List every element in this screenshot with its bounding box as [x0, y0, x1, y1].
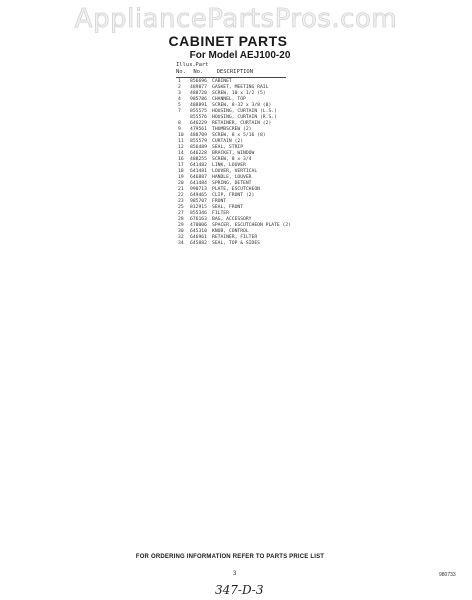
part-description: FRONT [212, 199, 227, 204]
part-description: SCREW, 8 x 3/4 [212, 157, 252, 162]
part-no-header: No. [193, 69, 204, 75]
part-description: BAG, ACCESSORY [212, 217, 252, 222]
illus-number: 19 [178, 175, 184, 180]
part-number: 676163 [190, 217, 207, 222]
illus-number: 9 [178, 127, 181, 132]
header-rule [176, 77, 286, 78]
part-description: HOUSING, CURTAIN (R.S.) [212, 115, 277, 120]
part-description: SCREW, 8 x 5/16 (8) [212, 133, 266, 138]
part-description: LOUVER, VERTICAL [212, 169, 258, 174]
part-number: 990713 [190, 187, 207, 192]
illus-number: 12 [178, 145, 184, 150]
part-number: 641484 [190, 181, 207, 186]
part-number: 646887 [190, 175, 207, 180]
part-number: 488255 [190, 157, 207, 162]
illus-number: 8 [178, 121, 181, 126]
part-number: 489877 [190, 85, 207, 90]
part-number: 646228 [190, 151, 207, 156]
part-number: 641481 [190, 169, 207, 174]
part-description: SPACER, ESCUTCHEON PLATE (2) [212, 223, 292, 228]
part-number: 855575 [190, 109, 207, 114]
illus-number: 28 [178, 217, 184, 222]
part-description: CLIP, FRONT (2) [212, 193, 255, 198]
part-description: HANDLE, LOUVER [212, 175, 252, 180]
part-number: 470006 [190, 223, 207, 228]
description-header: DESCRIPTION [216, 69, 254, 75]
part-number: 488709 [190, 133, 207, 138]
part-description: HOUSING, CURTAIN (L.S.) [212, 109, 277, 114]
illus-number: 4 [178, 97, 181, 102]
illus-number: 2 [178, 85, 181, 90]
part-description: KNOB, CONTROL [212, 229, 249, 234]
illus-number: 17 [178, 163, 184, 168]
watermark: AppliancePartsPros.com [74, 4, 398, 34]
part-description: SPRING, DETENT [212, 181, 252, 186]
part-number: 856489 [190, 145, 207, 150]
illus-number: 5 [178, 103, 181, 108]
part-number: 488891 [190, 103, 207, 108]
part-header: Part [195, 62, 209, 68]
part-description: SEAL, FRONT [212, 205, 244, 210]
part-description: CHANNEL, TOP [212, 97, 246, 102]
illus-number: 27 [178, 211, 184, 216]
part-number: 985707 [190, 199, 207, 204]
page-number: 3 [233, 571, 237, 577]
illus-number: 16 [178, 157, 184, 162]
illus-number: 11 [178, 139, 184, 144]
part-description: BRACKET, WINDOW [212, 151, 255, 156]
part-description: THUMBSCREW (2) [212, 127, 252, 132]
part-number: 488720 [190, 91, 207, 96]
illus-number: 7 [178, 109, 181, 114]
illus-number: 21 [178, 187, 184, 192]
document-code: 980733 [439, 572, 456, 578]
part-description: PLATE, ESCUTCHEON [212, 187, 260, 192]
part-number: 641482 [190, 163, 207, 168]
illus-number: 1 [178, 79, 181, 84]
part-number: 646961 [190, 235, 207, 240]
part-description: CURTAIN (2) [212, 139, 244, 144]
part-description: CABINET [212, 79, 232, 84]
part-description: SEAL, TOP & SIDES [212, 241, 260, 246]
part-number: 645882 [190, 241, 207, 246]
illus-number: 30 [178, 229, 184, 234]
part-number: 646229 [190, 121, 207, 126]
illus-number: 34 [178, 241, 184, 246]
part-number: 812915 [190, 205, 207, 210]
handwritten-note: 347-D-3 [215, 583, 264, 597]
column-header-row-2 [176, 69, 253, 75]
part-description: LINK, LOUVER [212, 163, 246, 168]
illus-number: 25 [178, 205, 184, 210]
table-row [176, 241, 376, 247]
illus-number: 29 [178, 223, 184, 228]
part-description: SEAL, STRIP [212, 145, 244, 150]
illus-number: 23 [178, 199, 184, 204]
illus-number: 14 [178, 151, 184, 156]
column-header-row-1 [176, 62, 209, 68]
illus-number: 18 [178, 169, 184, 174]
part-number: 649465 [190, 193, 207, 198]
illus-number: 32 [178, 235, 184, 240]
part-number: 479561 [190, 127, 207, 132]
part-description: GASKET, MEETING RAIL [212, 85, 269, 90]
part-number: 645310 [190, 229, 207, 234]
part-description: FILTER [212, 211, 229, 216]
part-number: 855576 [190, 115, 207, 120]
part-number: 855579 [190, 139, 207, 144]
illus-header: Illus. [176, 62, 196, 68]
part-description: SCREW, 8-32 x 3/8 (8) [212, 103, 272, 108]
part-number: 856696 [190, 79, 207, 84]
parts-list [176, 79, 376, 247]
part-description: RETAINER, FILTER [212, 235, 258, 240]
illus-number: 10 [178, 133, 184, 138]
page-title: CABINET PARTS [168, 33, 288, 49]
ordering-note: FOR ORDERING INFORMATION REFER TO PARTS PRICE LIST [135, 554, 325, 560]
illus-no-header: No. [176, 69, 186, 75]
illus-number: 22 [178, 193, 184, 198]
part-description: RETAINER, CURTAIN (2) [212, 121, 272, 126]
illus-number: 20 [178, 181, 184, 186]
page-subtitle: For Model AEJ100-20 [189, 50, 291, 61]
part-number: 855346 [190, 211, 207, 216]
part-description: SCREW, 10 x 1/2 (5) [212, 91, 266, 96]
illus-number: 3 [178, 91, 181, 96]
part-number: 985786 [190, 97, 207, 102]
